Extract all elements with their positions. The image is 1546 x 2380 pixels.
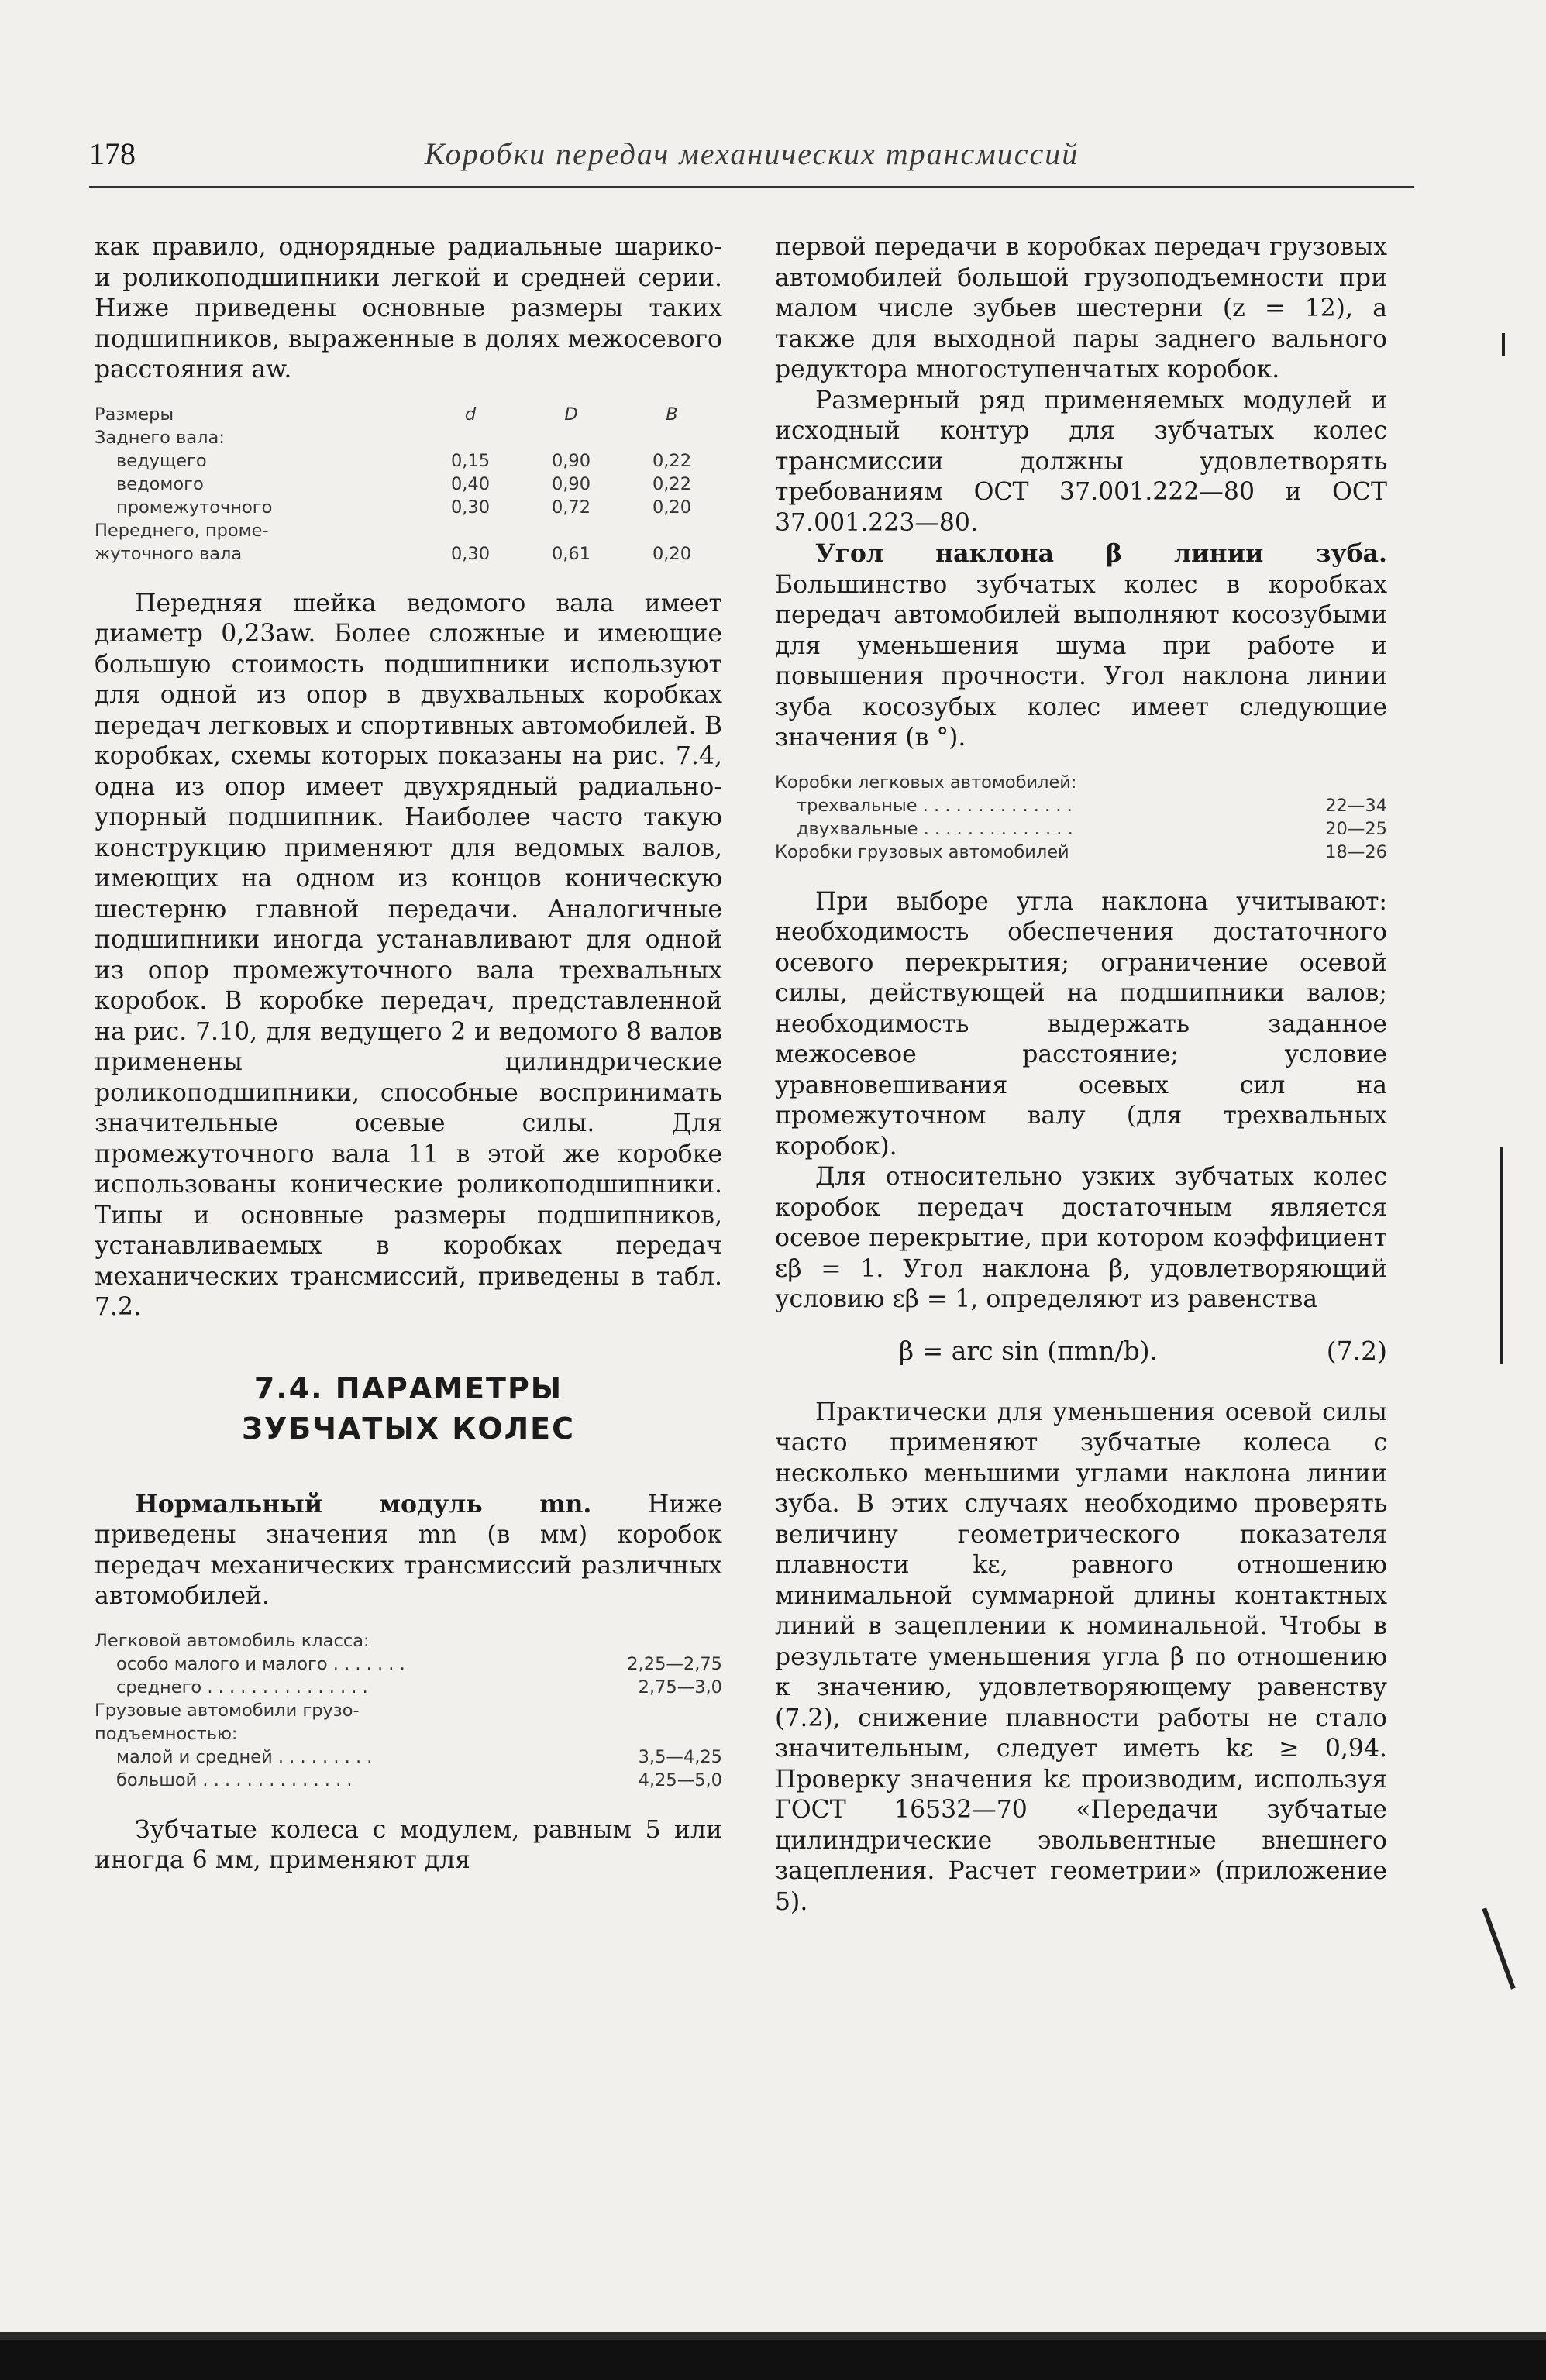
row-label: малой и средней . . . . . . . . .	[116, 1746, 373, 1767]
row-label: трехвальные . . . . . . . . . . . . . .	[797, 795, 1073, 816]
page-number: 178	[89, 136, 136, 171]
table-row-continuation	[95, 519, 722, 542]
row-label: жуточного вала	[95, 543, 243, 564]
paragraph: первой передачи в коробках передач грузовых автомобилей большой грузоподъемности при малом числе зубьев шестерни (z = 12), а также для выходной пары заднего вального редуктора многоступенчатых коробок.	[775, 233, 1387, 383]
table-group-row	[95, 426, 722, 449]
table-header-D: D	[564, 404, 578, 425]
table-row	[95, 496, 722, 519]
scan-margin-mark	[1482, 1907, 1515, 1989]
paragraph-text: Большинство зубчатых колес в коробках передач автомобилей выполняют косозубыми для уменьшения шума при работе и повышения прочности. Угол наклона линии зуба косозубых колес имеет следующие значения (в °).	[775, 570, 1387, 751]
row-label: ведомого	[116, 473, 204, 494]
run-in-heading: Угол наклона β линии зуба.	[815, 539, 1387, 568]
cell-D: 0,61	[551, 543, 591, 564]
table-row	[95, 1745, 722, 1769]
section-heading-line1: 7.4. ПАРАМЕТРЫ	[253, 1371, 563, 1405]
row-value: 2,25—2,75	[627, 1653, 722, 1674]
cell-B: 0,20	[652, 543, 692, 564]
row-value: 20—25	[1325, 818, 1387, 839]
table-row	[775, 817, 1387, 841]
section-heading	[95, 1368, 722, 1449]
cell-d: 0,30	[450, 497, 491, 518]
row-label: двухвальные . . . . . . . . . . . . . .	[797, 818, 1073, 839]
row-value: 18—26	[1325, 841, 1387, 862]
row-value: 2,75—3,0	[638, 1677, 722, 1697]
formula: β = arc sin (πmn/b).	[899, 1335, 1159, 1366]
table-row	[95, 1769, 722, 1792]
row-label: большой . . . . . . . . . . . . . .	[116, 1770, 353, 1790]
cell-d: 0,15	[450, 450, 491, 471]
row-label: ведущего	[116, 450, 207, 471]
row-label: особо малого и малого . . . . . . .	[116, 1653, 405, 1674]
left-column	[95, 232, 722, 1876]
row-label: Коробки грузовых автомобилей	[775, 841, 1069, 862]
cell-d: 0,30	[450, 543, 491, 564]
cell-D: 0,90	[551, 473, 591, 494]
cell-B: 0,20	[652, 497, 692, 518]
paragraph-text: Ниже приведены значения mn (в мм) коробок передач механических трансмиссий различных автомобилей.	[95, 1490, 722, 1610]
run-in-heading: Нормальный модуль mn.	[135, 1489, 592, 1518]
row-label: подъемностью:	[95, 1723, 238, 1744]
paragraph: При выборе угла наклона учитывают: необходимость обеспечения достаточного осевого перекрытия; ограничение осевой силы, действующей на подшипники валов; необходимость выдержать заданное межосевое расстояние; условие уравновешивания осевых сил на промежуточном валу (для трехвальных коробок).	[775, 887, 1387, 1161]
module-values-table	[95, 1629, 722, 1792]
table-header-row	[95, 403, 722, 426]
table-row	[95, 473, 722, 496]
table-row	[95, 449, 722, 473]
table-group-label: Заднего вала:	[95, 427, 225, 448]
row-label: Легковой автомобиль класса:	[95, 1630, 370, 1651]
row-label-line1: Переднего, проме-	[95, 520, 269, 541]
formula-line	[775, 1333, 1387, 1376]
cell-B: 0,22	[652, 473, 692, 494]
table-row	[775, 794, 1387, 817]
cell-D: 0,90	[551, 450, 591, 471]
scan-bottom-band	[0, 2340, 1546, 2380]
cell-d: 0,40	[450, 473, 491, 494]
table-row	[95, 1629, 722, 1653]
row-value: 4,25—5,0	[638, 1770, 722, 1790]
row-value: 3,5—4,25	[638, 1746, 722, 1767]
paragraph-helix-angle	[775, 538, 1387, 754]
paragraph-normal-module	[95, 1489, 722, 1612]
table-row	[95, 1699, 722, 1722]
header-rule	[89, 186, 1414, 188]
section-heading-line2: ЗУБЧАТЫХ КОЛЕС	[242, 1411, 575, 1446]
bearing-dimensions-table	[95, 403, 722, 566]
right-column	[775, 232, 1387, 1917]
paragraph: Зубчатые колеса с модулем, равным 5 или иногда 6 мм, применяют для	[95, 1815, 722, 1874]
paragraph: как правило, однорядные радиальные шарико- и роликоподшипники легкой и средней серии. Ниже приведены основные размеры таких подшипников, выраженные в долях межосевого расстояния aw.	[95, 233, 722, 383]
table-row	[775, 771, 1387, 794]
cell-D: 0,72	[551, 497, 591, 518]
paragraph: Для относительно узких зубчатых колес коробок передач достаточным является осевое перекрытие, при котором коэффициент εβ = 1. Угол наклона β, удовлетворяющий условию εβ = 1, определяют из равенства	[775, 1163, 1387, 1313]
running-title: Коробки передач механических трансмиссий	[424, 136, 1079, 171]
row-value: 22—34	[1325, 795, 1387, 816]
table-header-label: Размеры	[95, 404, 174, 425]
table-row	[775, 841, 1387, 864]
row-label: Коробки легковых автомобилей:	[775, 772, 1077, 793]
cell-B: 0,22	[652, 450, 692, 471]
table-row	[95, 1722, 722, 1745]
row-label: Грузовые автомобили грузо-	[95, 1700, 360, 1721]
table-header-B: B	[666, 404, 678, 425]
table-header-d: d	[464, 404, 477, 425]
scan-margin-mark	[1500, 1147, 1503, 1364]
helix-angle-table	[775, 771, 1387, 864]
equation-number: (7.2)	[1326, 1335, 1387, 1366]
table-row	[95, 542, 722, 566]
row-label: промежуточного	[116, 497, 273, 518]
paragraph: Размерный ряд применяемых модулей и исходный контур для зубчатых колес трансмиссии должны удовлетворять требованиям ОСТ 37.001.222—80 и ОСТ 37.001.223—80.	[775, 386, 1387, 537]
paragraph: Практически для уменьшения осевой силы часто применяют зубчатые колеса с несколько меньшими углами наклона линии зуба. В этих случаях необходимо проверять величину геометрического показателя плавности kε, равного отношению минимальной суммарной длины контактных линий в зацеплении к номинальной. Чтобы в результате уменьшения угла β по отношению к значению, удовлетворяющему равенству (7.2), снижение плавности работы не стало значительным, следует иметь kε ≥ 0,94. Проверку значения kε производим, используя ГОСТ 16532—70 «Передачи зубчатые цилиндрические эвольвентные внешнего зацепления. Расчет геометрии» (приложение 5).	[775, 1398, 1387, 1916]
paragraph: Передняя шейка ведомого вала имеет диаметр 0,23aw. Более сложные и имеющие большую стоимость подшипники используют для одной из опор в двухвальных коробках передач легковых и спортивных автомобилей. В коробках, схемы которых показаны на рис. 7.4, одна из опор имеет двухрядный радиально-упорный подшипник. Наиболее часто такую конструкцию применяют для ведомых валов, имеющих на одном из концов коническую шестерню главной передачи. Аналогичные подшипники иногда устанавливают для одной из опор промежуточного вала трехвальных коробок. В коробке передач, представленной на рис. 7.10, для ведущего 2 и ведомого 8 валов применены цилиндрические роликоподшипники, способные воспринимать значительные осевые силы. Для промежуточного вала 11 в этой же коробке использованы конические роликоподшипники. Типы и основные размеры подшипников, устанавливаемых в коробках передач механических трансмиссий, приведены в табл. 7.2.	[95, 589, 722, 1321]
row-label: среднего . . . . . . . . . . . . . . .	[116, 1677, 368, 1697]
scan-bottom-fringe	[0, 2332, 1546, 2340]
running-header	[89, 136, 1414, 182]
table-row	[95, 1653, 722, 1676]
table-row	[95, 1676, 722, 1699]
scan-margin-mark	[1502, 333, 1505, 356]
